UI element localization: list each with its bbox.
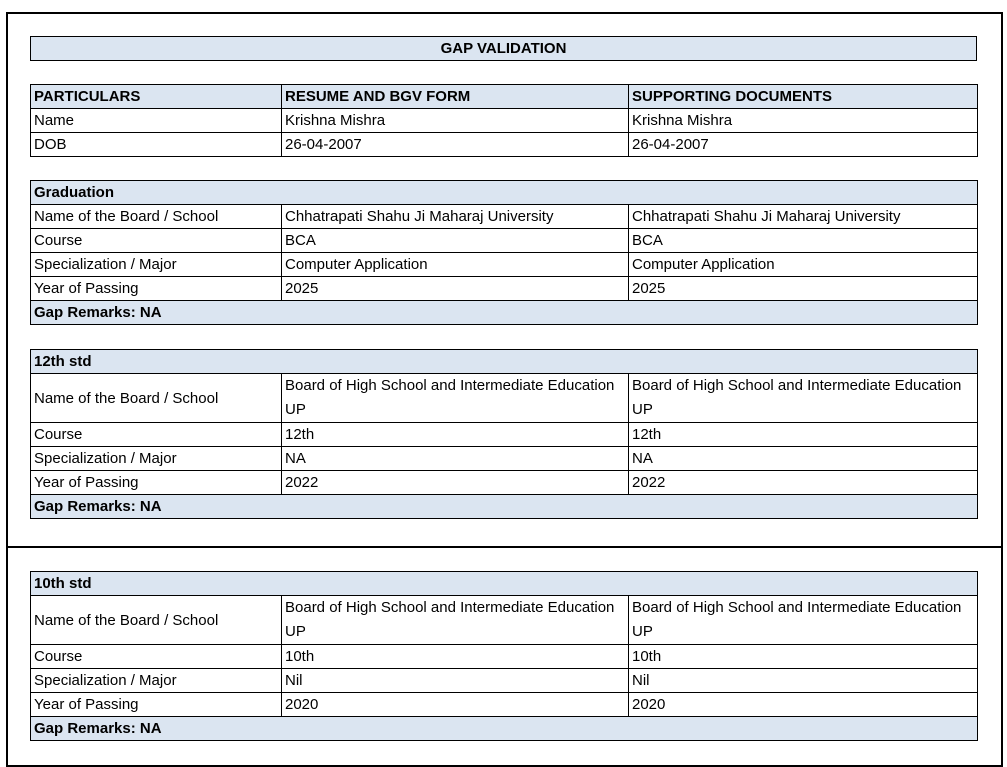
row-label: Specialization / Major (31, 669, 282, 693)
row-label: Year of Passing (31, 471, 282, 495)
table-row (31, 693, 978, 717)
docs-value: NA (629, 447, 978, 471)
row-label: Specialization / Major (31, 447, 282, 471)
docs-value: 2020 (629, 693, 978, 717)
resume-value: 12th (282, 423, 629, 447)
table-row (31, 447, 978, 471)
resume-value: 2020 (282, 693, 629, 717)
table-row (31, 669, 978, 693)
page-title: GAP VALIDATION (30, 36, 977, 61)
gap-remarks: Gap Remarks: NA (31, 495, 978, 519)
table-row (31, 205, 978, 229)
resume-value: 10th (282, 645, 629, 669)
table-header-row (31, 85, 978, 109)
docs-value: BCA (629, 229, 978, 253)
table-row (31, 229, 978, 253)
twelfth-std-table (30, 349, 978, 519)
resume-value: Board of High School and Intermediate Education UP (282, 374, 629, 423)
gap-remarks-row (31, 301, 978, 325)
gap-remarks: Gap Remarks: NA (31, 301, 978, 325)
docs-value: 26-04-2007 (629, 133, 978, 157)
row-label: DOB (31, 133, 282, 157)
resume-value: Nil (282, 669, 629, 693)
gap-remarks: Gap Remarks: NA (31, 717, 978, 741)
table-row (31, 471, 978, 495)
row-label: Year of Passing (31, 693, 282, 717)
row-label: Name (31, 109, 282, 133)
docs-value: 2022 (629, 471, 978, 495)
docs-value: Krishna Mishra (629, 109, 978, 133)
resume-value: Krishna Mishra (282, 109, 629, 133)
table-row (31, 109, 978, 133)
resume-value: NA (282, 447, 629, 471)
docs-value: Nil (629, 669, 978, 693)
resume-value: BCA (282, 229, 629, 253)
resume-value: Board of High School and Intermediate Education UP (282, 596, 629, 645)
section-heading-row (31, 181, 978, 205)
resume-value: 2022 (282, 471, 629, 495)
personal-details-table (30, 84, 978, 157)
row-label: Year of Passing (31, 277, 282, 301)
docs-value: Board of High School and Intermediate Education UP (629, 596, 978, 645)
row-label: Name of the Board / School (31, 596, 282, 645)
row-label: Course (31, 645, 282, 669)
header-resume-bgv: RESUME AND BGV FORM (282, 85, 629, 109)
header-particulars: PARTICULARS (31, 85, 282, 109)
resume-value: 2025 (282, 277, 629, 301)
section-heading: Graduation (31, 181, 978, 205)
resume-value: Computer Application (282, 253, 629, 277)
docs-value: 10th (629, 645, 978, 669)
gap-remarks-row (31, 495, 978, 519)
header-supporting-docs: SUPPORTING DOCUMENTS (629, 85, 978, 109)
resume-value: Chhatrapati Shahu Ji Maharaj University (282, 205, 629, 229)
section-heading-row (31, 572, 978, 596)
docs-value: Chhatrapati Shahu Ji Maharaj University (629, 205, 978, 229)
row-label: Name of the Board / School (31, 374, 282, 423)
row-label: Course (31, 423, 282, 447)
table-row (31, 596, 978, 645)
row-label: Course (31, 229, 282, 253)
row-label: Specialization / Major (31, 253, 282, 277)
table-row (31, 277, 978, 301)
resume-value: 26-04-2007 (282, 133, 629, 157)
docs-value: Board of High School and Intermediate Education UP (629, 374, 978, 423)
graduation-table (30, 180, 978, 325)
section-heading: 10th std (31, 572, 978, 596)
table-row (31, 374, 978, 423)
docs-value: 2025 (629, 277, 978, 301)
docs-value: 12th (629, 423, 978, 447)
docs-value: Computer Application (629, 253, 978, 277)
row-label: Name of the Board / School (31, 205, 282, 229)
table-row (31, 133, 978, 157)
table-row (31, 645, 978, 669)
section-heading-row (31, 350, 978, 374)
table-row (31, 253, 978, 277)
gap-remarks-row (31, 717, 978, 741)
tenth-std-table (30, 571, 978, 741)
section-heading: 12th std (31, 350, 978, 374)
table-row (31, 423, 978, 447)
